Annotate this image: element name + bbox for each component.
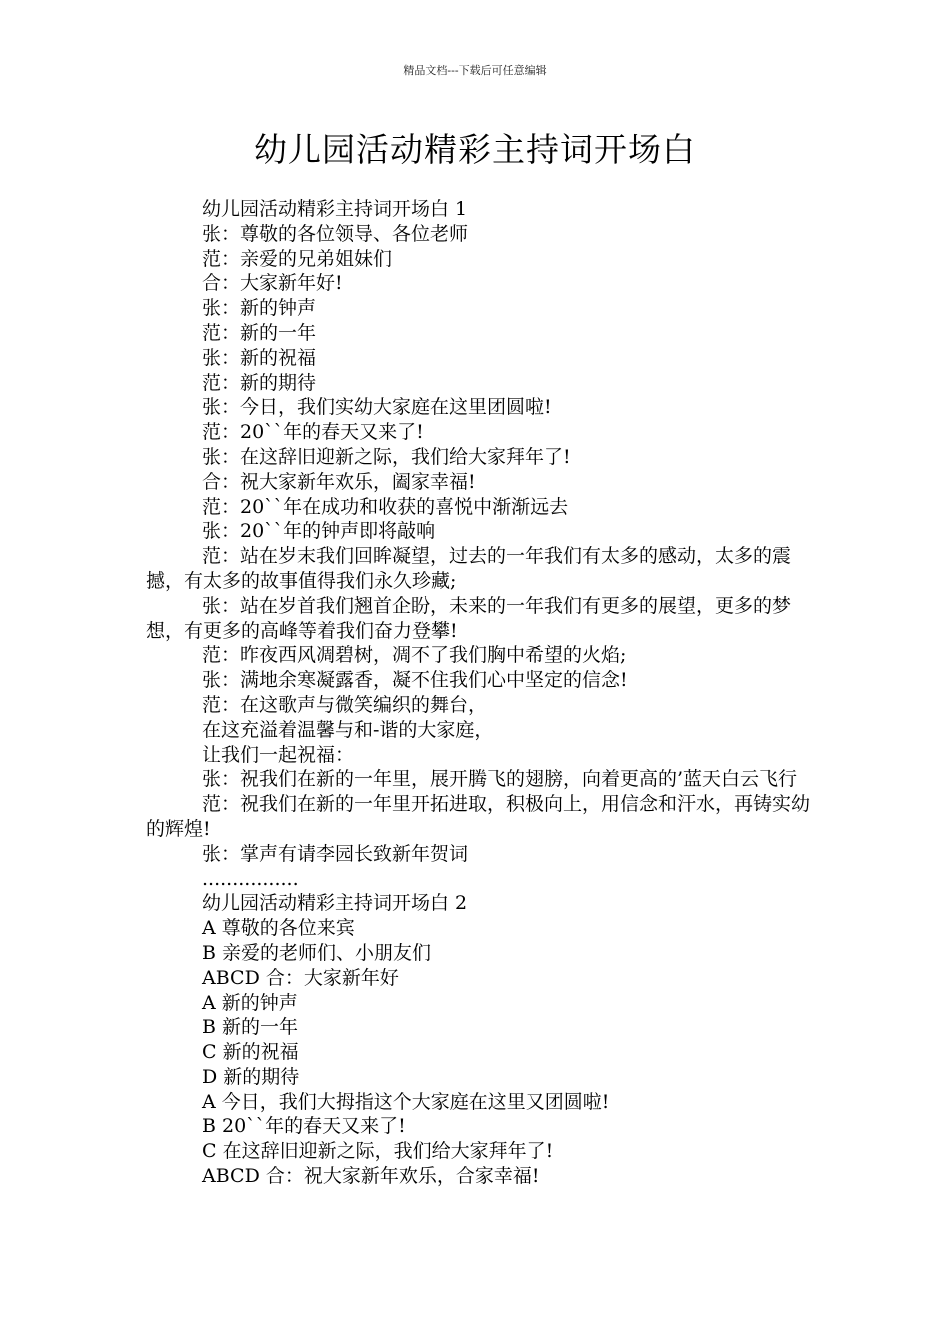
paragraph: 范：在这歌声与微笑编织的舞台， bbox=[202, 693, 488, 716]
paragraph: 范：站在岁末我们回眸凝望，过去的一年我们有太多的感动，太多的震撼，有太多的故事值得我们永久珍藏; bbox=[146, 545, 792, 592]
paragraph: 范：昨夜西风凋碧树，凋不了我们胸中希望的火焰; bbox=[202, 644, 627, 667]
paragraph: 张：新的钟声 bbox=[202, 297, 317, 320]
document-body bbox=[146, 197, 821, 1189]
paragraph: ABCD 合：祝大家新年欢乐，合家幸福! bbox=[202, 1165, 540, 1188]
paragraph: 张：掌声有请李园长致新年贺词 bbox=[202, 842, 469, 865]
paragraph: 张：尊敬的各位领导、各位老师 bbox=[202, 222, 469, 245]
paragraph: C 在这辞旧迎新之际，我们给大家拜年了! bbox=[202, 1140, 554, 1163]
page-header: 精品文档---下载后可任意编辑 bbox=[403, 64, 547, 77]
paragraph: 张：在这辞旧迎新之际，我们给大家拜年了! bbox=[202, 445, 571, 468]
paragraph: 张：新的祝福 bbox=[202, 346, 317, 369]
paragraph: 范：祝我们在新的一年里开拓进取，积极向上，用信念和汗水，再铸实幼的辉煌! bbox=[146, 793, 811, 840]
paragraph: ................ bbox=[202, 867, 299, 890]
paragraph: 范：20``年的春天又来了! bbox=[202, 421, 424, 444]
paragraph: 范：新的期待 bbox=[202, 371, 317, 394]
paragraph: 范：20``年在成功和收获的喜悦中渐渐远去 bbox=[202, 495, 569, 518]
paragraph: 幼儿园活动精彩主持词开场白 1 bbox=[202, 198, 468, 220]
paragraph: 张：今日，我们实幼大家庭在这里团圆啦! bbox=[202, 396, 552, 419]
paragraph: A 尊敬的各位来宾 bbox=[202, 917, 355, 940]
paragraph: 合：大家新年好! bbox=[202, 272, 343, 295]
paragraph: 张：祝我们在新的一年里，展开腾飞的翅膀，向着更高的’蓝天白云飞行 bbox=[202, 768, 798, 791]
paragraph: 让我们一起祝福： bbox=[202, 743, 355, 766]
paragraph: 范：新的一年 bbox=[202, 321, 317, 344]
paragraph: B 20``年的春天又来了! bbox=[202, 1115, 406, 1138]
paragraph: 在这充溢着温馨与和-谐的大家庭， bbox=[202, 718, 494, 741]
paragraph: C 新的祝福 bbox=[202, 1041, 299, 1064]
paragraph: 张：满地余寒凝露香，凝不住我们心中坚定的信念! bbox=[202, 669, 628, 692]
paragraph: 合：祝大家新年欢乐，阖家幸福! bbox=[202, 470, 476, 493]
paragraph: ABCD 合：大家新年好 bbox=[202, 966, 399, 989]
paragraph: 张：站在岁首我们翘首企盼，未来的一年我们有更多的展望，更多的梦想，有更多的高峰等着我们奋力登攀! bbox=[146, 594, 792, 642]
paragraph: 张：20``年的钟声即将敲响 bbox=[202, 520, 436, 543]
paragraph: A 今日，我们大拇指这个大家庭在这里又团圆啦! bbox=[202, 1090, 610, 1113]
paragraph: 范：亲爱的兄弟姐妹们 bbox=[202, 247, 393, 270]
paragraph: A 新的钟声 bbox=[202, 991, 298, 1014]
paragraph: 幼儿园活动精彩主持词开场白 2 bbox=[202, 892, 468, 915]
paragraph: D 新的期待 bbox=[202, 1065, 300, 1088]
paragraph: B 新的一年 bbox=[202, 1016, 299, 1039]
page-title: 幼儿园活动精彩主持词开场白 bbox=[254, 130, 696, 169]
paragraph: B 亲爱的老师们、小朋友们 bbox=[202, 941, 432, 964]
